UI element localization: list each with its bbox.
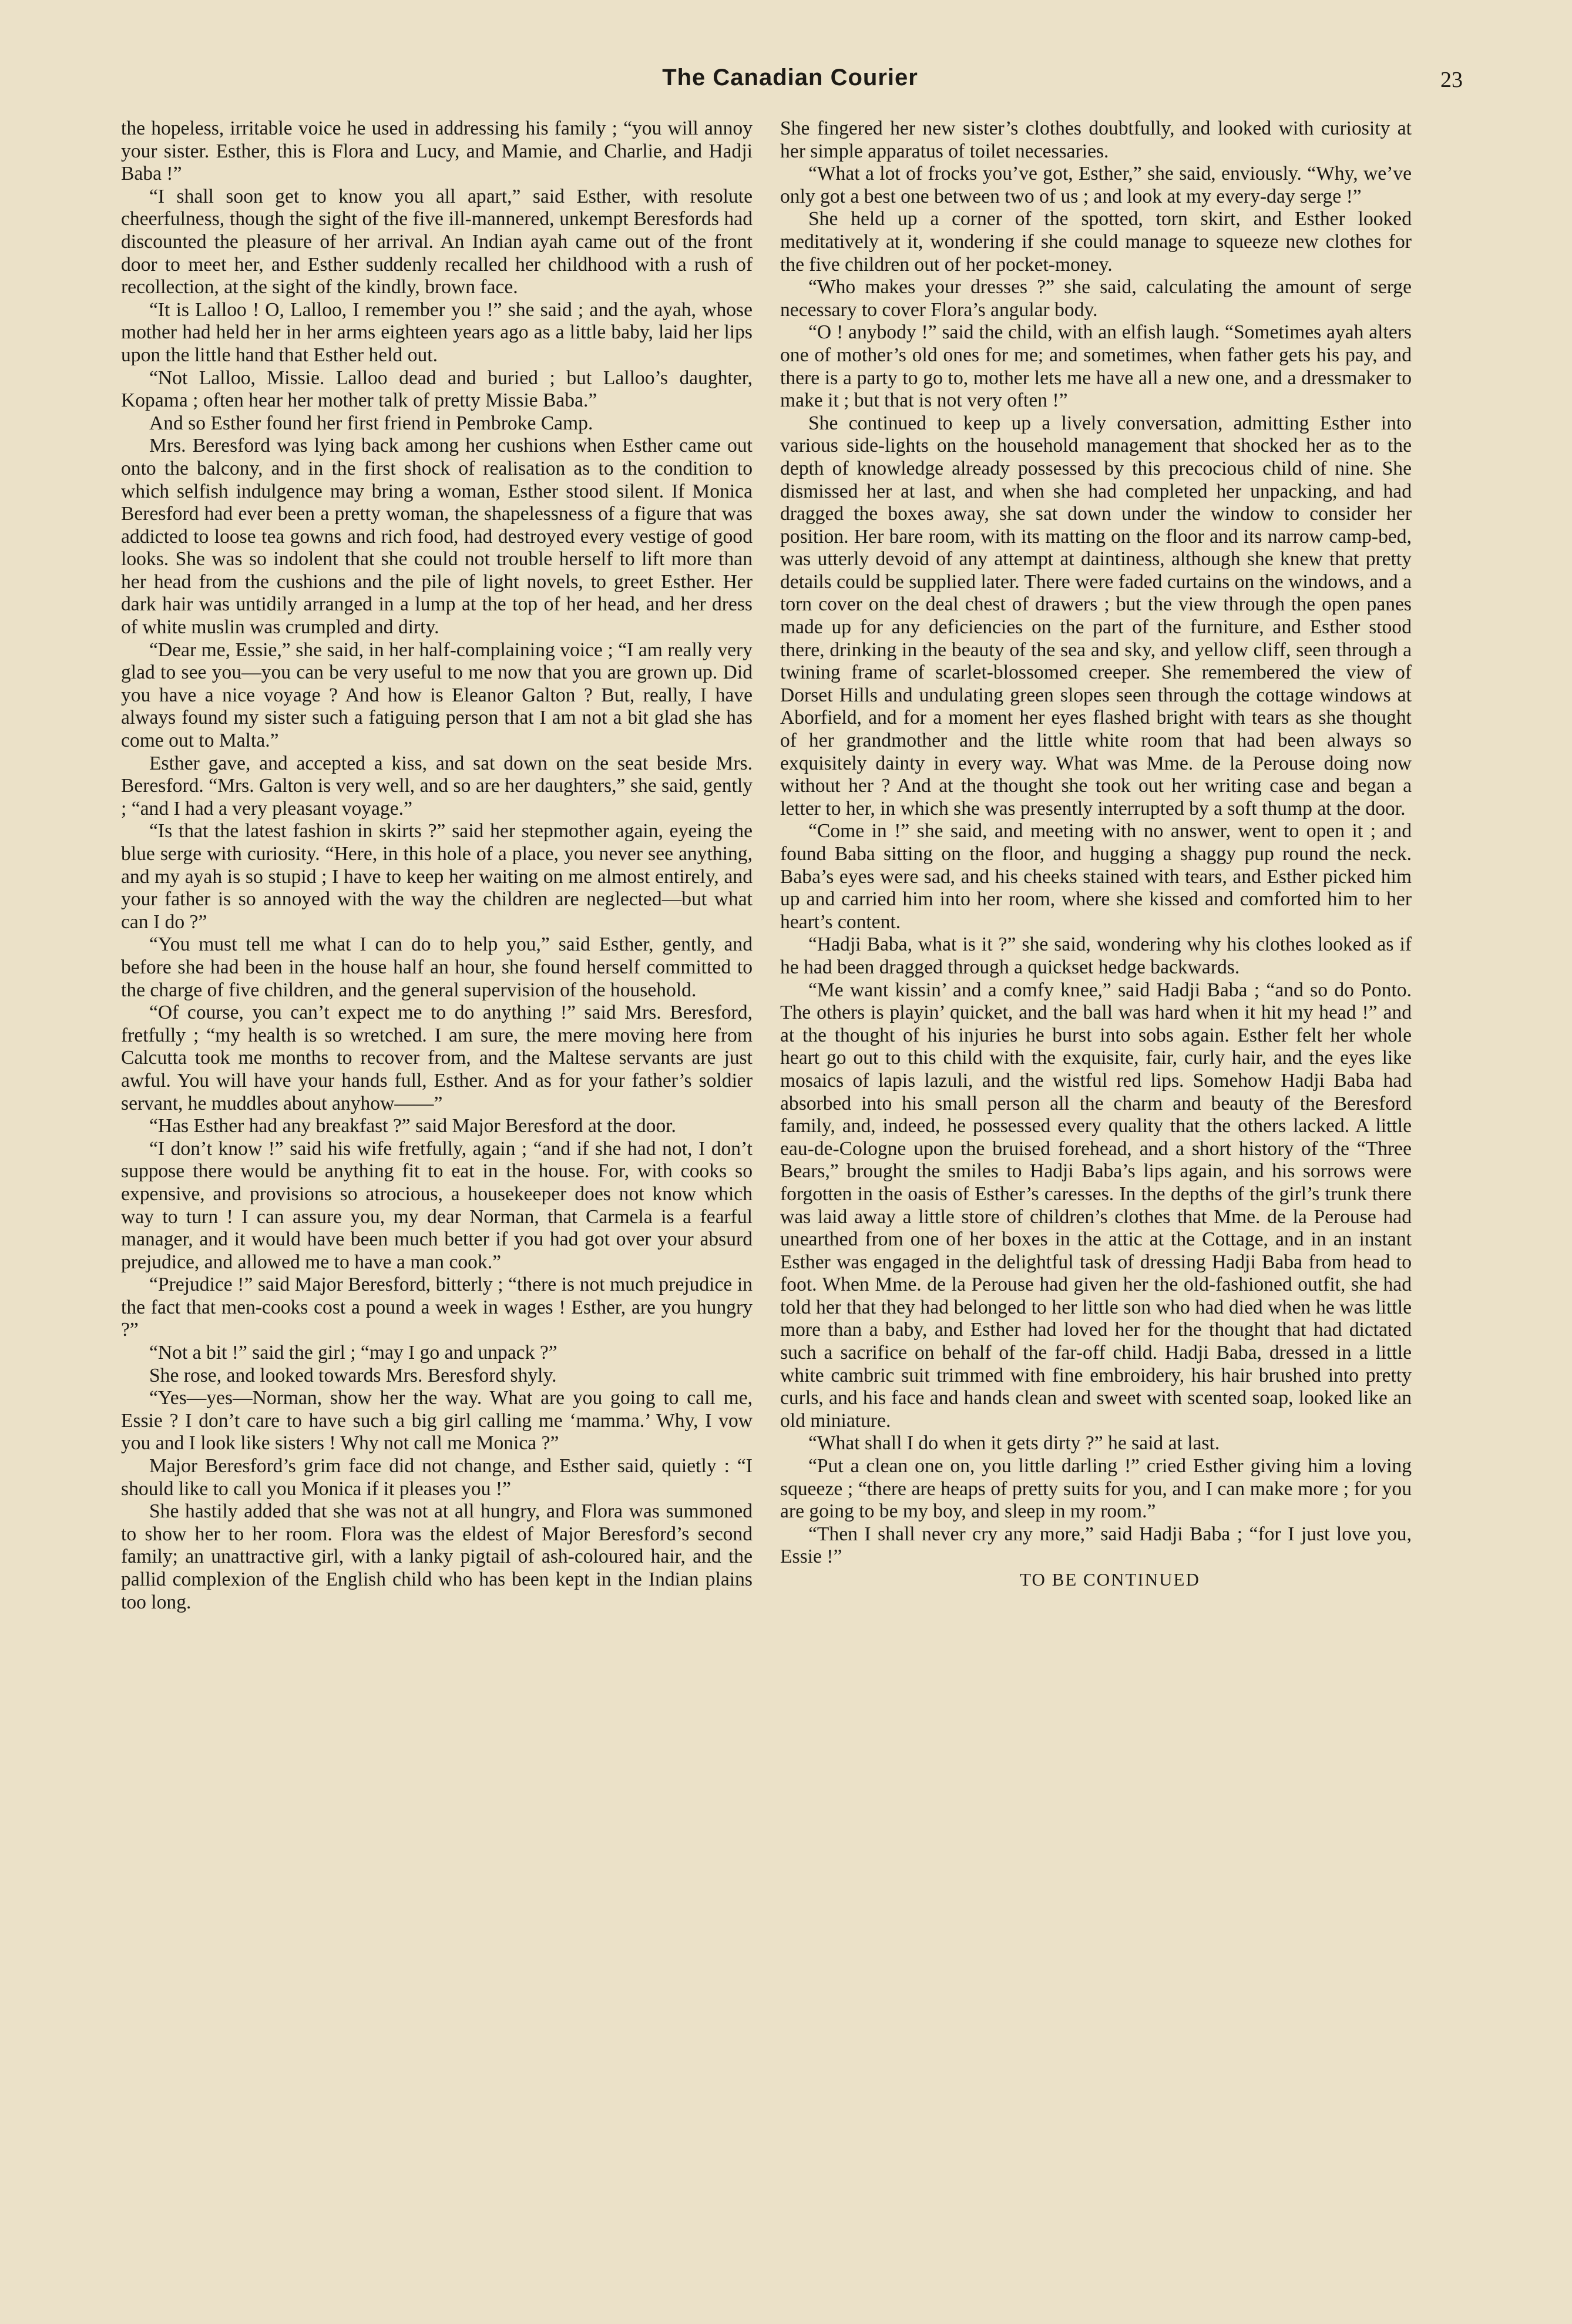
paragraph: “Has Esther had any breakfast ?” said Major Beresford at the door. bbox=[149, 1115, 676, 1137]
paragraph: “Not a bit !” said the girl ; “may I go and unpack ?” bbox=[149, 1342, 557, 1364]
paragraph: “Put a clean one on, you little darling !” cried Esther giving him a loving squeeze ; “there are heaps of pretty suits for you, and I can make more ; for you are going to be my boy, and sleep in my room.” bbox=[780, 1455, 1412, 1523]
paragraph: She held up a corner of the spotted, torn skirt, and Esther looked meditatively at it, wondering if she could manage to squeeze new clothes for the five children out of her pocket-money. bbox=[780, 208, 1412, 276]
right-column bbox=[780, 117, 1412, 1591]
paragraph: “It is Lalloo ! O, Lalloo, I remember you !” she said ; and the ayah, whose mother had held her in her arms eighteen years ago as a little baby, laid her lips upon the little hand that Esther held out. bbox=[121, 298, 753, 366]
paragraph: “Then I shall never cry any more,” said Hadji Baba ; “for I just love you, Essie !” bbox=[780, 1523, 1412, 1568]
page-header bbox=[117, 65, 1463, 100]
paragraph: Esther gave, and accepted a kiss, and sat down on the seat beside Mrs. Beresford. “Mrs. Galton is very well, and so are her daughters,” she said, gently ; “and I had a very pleasant voyage.” bbox=[121, 752, 753, 820]
paragraph: She fingered her new sister’s clothes doubtfully, and looked with curiosity at her simple apparatus of toilet necessaries. bbox=[780, 117, 1412, 162]
paragraph: Mrs. Beresford was lying back among her cushions when Esther came out onto the balcony, and in the first shock of realisation as to the condition to which selfish indulgence may bring a woman, Esther stood silent. If Monica Beresford had ever been a pretty woman, the shapelessness of a figure that was addicted to loose tea gowns and rich food, had destroyed every vestige of good looks. She was so indolent that she could not trouble herself to lift more than her head from the cushions and the pile of light novels, to greet Esther. Her dark hair was untidily arranged in a lump at the top of her head, and her dress of white muslin was crumpled and dirty. bbox=[121, 435, 753, 639]
page-number: 23 bbox=[1440, 68, 1463, 92]
paragraph: “What shall I do when it gets dirty ?” he said at last. bbox=[808, 1432, 1220, 1455]
paragraph: “Of course, you can’t expect me to do anything !” said Mrs. Beresford, fretfully ; “my health is so wretched. I am sure, the mere moving here from Calcutta took me months to recover from, and the Maltese servants are just awful. You will have your hands full, Esther. And as for your father’s soldier servant, he muddles about anyhow——” bbox=[121, 1002, 753, 1114]
paragraph: “Prejudice !” said Major Beresford, bitterly ; “there is not much prejudice in the fact that men-cooks cost a pound a week in wages ! Esther, are you hungry ?” bbox=[121, 1274, 753, 1341]
paragraph: “You must tell me what I can do to help you,” said Esther, gently, and before she had been in the house half an hour, she found herself committed to the charge of five children, and the general supervision of the household. bbox=[121, 933, 753, 1001]
left-column bbox=[121, 117, 753, 1614]
paragraph: “O ! anybody !” said the child, with an elfish laugh. “Sometimes ayah alters one of mother’s old ones for me; and sometimes, when father gets his pay, and there is a party to go to, mother lets me have all a new one, and a dressmaker to make it ; but that is not very often !” bbox=[780, 321, 1412, 412]
paragraph: “I shall soon get to know you all apart,” said Esther, with resolute cheerfulness, though the sight of the five ill-mannered, unkempt Beresfords had discounted the pleasure of her arrival. An Indian ayah came out of the front door to meet her, and Esther suddenly recalled her childhood with a rush of recollection, at the sight of the kindly, brown face. bbox=[121, 185, 753, 298]
paragraph: She hastily added that she was not at all hungry, and Flora was summoned to show her to her room. Flora was the eldest of Major Beresford’s second family; an unattractive girl, with a lanky pigtail of ash-coloured hair, and the pallid complexion of the English child who has been kept in the Indian plains too long. bbox=[121, 1500, 753, 1613]
paragraph: “Dear me, Essie,” she said, in her half-complaining voice ; “I am really very glad to see you—you can be very useful to me now that you are grown up. Did you have a nice voyage ? And how is Eleanor Galton ? But, really, I have always found my sister such a fatiguing person that I am not a bit glad she has come out to Malta.” bbox=[121, 639, 753, 752]
paragraph: And so Esther found her first friend in Pembroke Camp. bbox=[149, 412, 593, 434]
paragraph: Major Beresford’s grim face did not change, and Esther said, quietly : “I should like to call you Monica if it pleases you !” bbox=[121, 1455, 753, 1500]
paragraph: “Is that the latest fashion in skirts ?” said her stepmother again, eyeing the blue serge with curiosity. “Here, in this hole of a place, you never see anything, and my ayah is so stupid ; I have to keep her waiting on me almost entirely, and your father is so annoyed with the way the children are neglected—but what can I do ?” bbox=[121, 820, 753, 933]
paragraph: She rose, and looked towards Mrs. Beresford shyly. bbox=[149, 1364, 557, 1386]
paragraph: the hopeless, irritable voice he used in addressing his family ; “you will annoy your sister. Esther, this is Flora and Lucy, and Mamie, and Charlie, and Hadji Baba !” bbox=[121, 117, 753, 185]
paragraph: “Not Lalloo, Missie. Lalloo dead and buried ; but Lalloo’s daughter, Kopama ; often hear her mother talk of pretty Missie Baba.” bbox=[121, 367, 753, 412]
paragraph: She continued to keep up a lively conversation, admitting Esther into various side-lights on the household management that shocked her as to the depth of knowledge already possessed by this precocious child of nine. She dismissed her at last, and when she had completed her unpacking, and had dragged the boxes away, she sat down under the window to consider her position. Her bare room, with its matting on the floor and its narrow camp-bed, was utterly devoid of any attempt at daintiness, although she knew that pretty details could be supplied later. There were faded curtains on the windows, and a torn cover on the deal chest of drawers ; but the view through the open panes made up for any deficiencies on the part of the furniture, and Esther stood there, drinking in the beauty of the sea and sky, and yellow cliff, seen through a twining frame of scarlet-blossomed creeper. She remembered the view of Dorset Hills and undulating green slopes seen through the cottage windows at Aborfield, and for a moment her eyes flashed bright with tears as she thought of her grandmother and the little white room that had been always so exquisitely dainty in every way. What was Mme. de la Perouse doing now without her ? And at the thought she took out her writing case and began a letter to her, in which she was presently interrupted by a soft thump at the door. bbox=[780, 412, 1412, 820]
paragraph: “Me want kissin’ and a comfy knee,” said Hadji Baba ; “and so do Ponto. The others is playin’ quicket, and the ball was hard when it hit my head !” and at the thought of his injuries he burst into sobs again. Esther felt her whole heart go out to this child with the exquisite, fair, curly hair, and the eyes like mosaics of lapis lazuli, and the wistful red lips. Somehow Hadji Baba had absorbed into his small person all the charm and beauty of the Beresford family, and, indeed, he possessed every quality that the others lacked. A little eau-de-Cologne upon the bruised forehead, and a short history of the “Three Bears,” brought the smiles to Hadji Baba’s lips again, and his sorrows were forgotten in the oasis of Esther’s caresses. In the depths of the girl’s trunk there was laid away a little store of children’s clothes that Mme. de la Perouse had unearthed from one of her boxes in the attic at the Cottage, and in an instant Esther was engaged in the delightful task of dressing Hadji Baba from head to foot. When Mme. de la Perouse had given her the old-fashioned outfit, she had told her that they had belonged to her little son who had died when he was little more than a baby, and Esther had loved her for the thought that had dictated such a sacrifice on behalf of the far-off child. Hadji Baba, dressed in a little white cambric suit trimmed with fine embroidery, his hair brushed into pretty curls, and his face and hands clean and sweet with scented soap, looked like an old miniature. bbox=[780, 979, 1412, 1432]
paragraph: “Yes—yes—Norman, show her the way. What are you going to call me, Essie ? I don’t care to have such a big girl calling me ‘mamma.’ Why, I vow you and I look like sisters ! Why not call me Monica ?” bbox=[121, 1387, 753, 1455]
paragraph: “I don’t know !” said his wife fretfully, again ; “and if she had not, I don’t suppose there would be anything fit to eat in the house. For, with cooks so expensive, and provisions so atrocious, a housekeeper does not know which way to turn ! I can assure you, my dear Norman, that Carmela is a fearful manager, and it would have been much better if you had got over your absurd prejudice, and allowed me to have a man cook.” bbox=[121, 1137, 753, 1273]
paragraph: “Come in !” she said, and meeting with no answer, went to open it ; and found Baba sitting on the floor, and hugging a shaggy pup round the neck. Baba’s eyes were sad, and his cheeks stained with tears, and Esther picked him up and carried him into her room, where she kissed and comforted him to her heart’s content. bbox=[780, 820, 1412, 933]
paragraph: “What a lot of frocks you’ve got, Esther,” she said, enviously. “Why, we’ve only got a best one between two of us ; and look at my every-day serge !” bbox=[780, 163, 1412, 207]
to-be-continued-note: TO BE CONTINUED bbox=[1020, 1569, 1200, 1590]
paragraph: “Who makes your dresses ?” she said, calculating the amount of serge necessary to cover Flora’s angular body. bbox=[780, 276, 1412, 321]
publication-title: The Canadian Courier bbox=[662, 65, 918, 90]
paragraph: “Hadji Baba, what is it ?” she said, wondering why his clothes looked as if he had been dragged through a quickset hedge backwards. bbox=[780, 933, 1412, 978]
